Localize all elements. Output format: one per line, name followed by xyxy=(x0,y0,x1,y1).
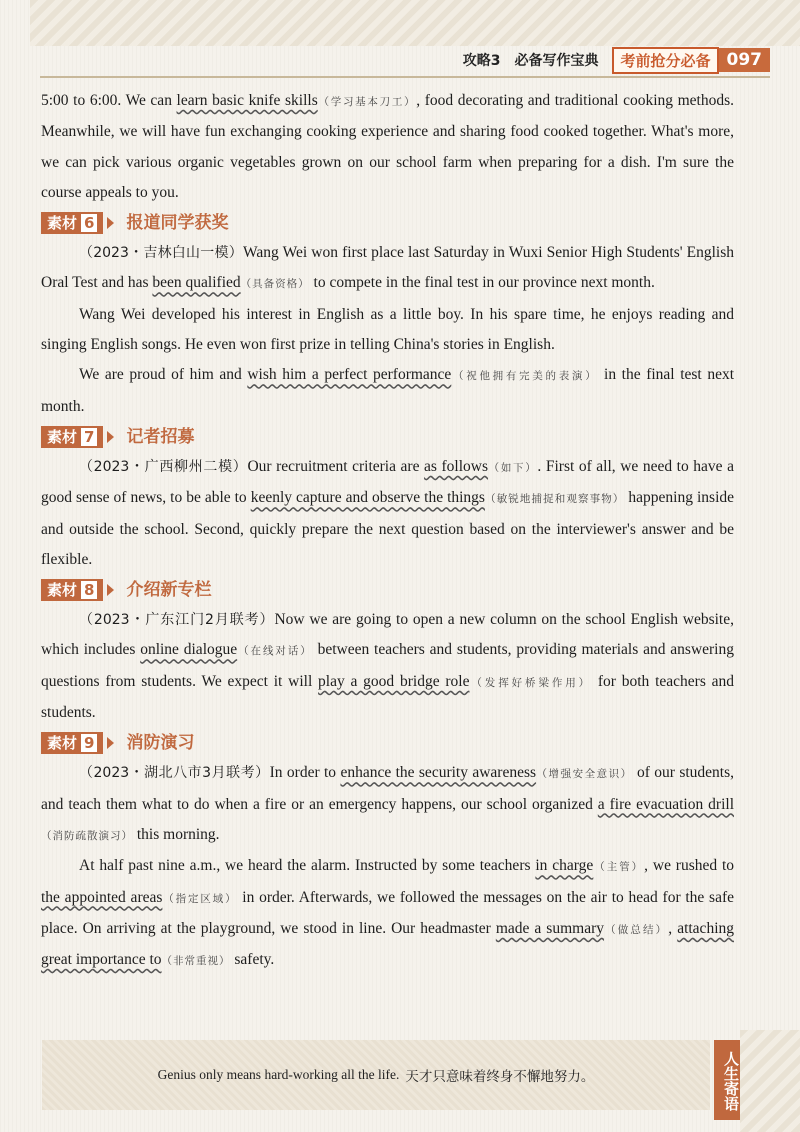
badge-number: 6 xyxy=(81,214,97,232)
text: of our students, and teach them what to do when a fire or an emergency happens, our school organized xyxy=(41,764,735,813)
gloss: （主管） xyxy=(593,861,645,874)
phrase: learn basic knife skills xyxy=(176,92,318,109)
gloss: （发挥好桥梁作用） xyxy=(469,676,593,689)
phrase: in charge xyxy=(535,857,594,875)
quote-box xyxy=(42,1040,710,1110)
section-9-paragraph-2 xyxy=(41,851,734,976)
header-divider xyxy=(40,76,770,78)
phrase: play a good bridge role xyxy=(318,672,470,690)
phrase: been qualified xyxy=(152,274,241,292)
section-6-paragraph-1 xyxy=(41,238,734,300)
phrase: online dialogue xyxy=(140,641,238,659)
text: , we rushed to xyxy=(644,857,735,875)
phrase: a fire evacuation drill xyxy=(597,795,734,813)
section-header-6 xyxy=(41,208,734,238)
book-title: 必备写作宝典 xyxy=(514,53,599,69)
text: in order. Afterwards, we followed the messages on the air to head for the safe place. On arriving at the playground, we stood in line. Our headmaster xyxy=(41,888,734,937)
phrase: the appointed areas xyxy=(41,888,163,906)
section-badge xyxy=(41,212,103,234)
badge-number: 8 xyxy=(81,581,97,599)
text: happening inside and outside the school. Second, quickly prepare the next question based on the interviewer's answer and be flexible. xyxy=(41,489,735,568)
phrase: keenly capture and observe the things xyxy=(250,489,485,507)
text: Our recruitment criteria are xyxy=(247,457,425,475)
intro-paragraph xyxy=(41,86,734,208)
header-tag: 考前抢分必备 xyxy=(612,47,718,74)
chapter-label: 攻略3 xyxy=(462,53,501,69)
text: safety. xyxy=(230,951,275,969)
gloss: （增强安全意识） xyxy=(536,768,633,781)
text: this morning. xyxy=(133,825,220,843)
section-6-paragraph-3 xyxy=(41,360,734,422)
main-content xyxy=(41,86,734,976)
side-decorative-band xyxy=(740,1030,800,1132)
section-7-paragraph xyxy=(41,452,734,575)
gloss: （具备资格） xyxy=(240,278,310,291)
gloss: （指定区域） xyxy=(162,892,238,905)
gloss: （在线对话） xyxy=(237,645,313,658)
text: At half past nine a.m., we heard the alarm. Instructed by some teachers xyxy=(79,857,536,875)
section-badge xyxy=(41,732,103,754)
gloss: （敏锐地捕捉和观察事物） xyxy=(484,493,625,506)
text: We are proud of him and xyxy=(79,366,248,384)
section-title: 消防演习 xyxy=(126,733,195,754)
gloss: （非常重视） xyxy=(161,955,231,968)
gloss: （如下） xyxy=(488,461,538,474)
text: in the final test next month. xyxy=(41,366,735,415)
text: In order to xyxy=(269,764,341,782)
gloss: （做总结） xyxy=(603,923,669,936)
page-header xyxy=(463,46,770,74)
side-tab-label: 人生寄语 xyxy=(714,1040,740,1120)
section-9-paragraph-1 xyxy=(41,758,734,851)
source-label: （2023・吉林白山一模） xyxy=(79,245,243,262)
text: Now we are going to open a new column on the school English website, which includes xyxy=(41,611,734,659)
source-label: （2023・广西柳州二模） xyxy=(79,458,248,475)
text: for both teachers and students. xyxy=(41,672,735,722)
gloss: （祝他拥有完美的表演） xyxy=(451,370,599,383)
text: to compete in the final test in our province next month. xyxy=(309,274,655,292)
badge-label: 素材 xyxy=(47,581,78,600)
phrase: made a summary xyxy=(495,919,604,937)
section-header-8 xyxy=(41,575,734,605)
badge-label: 素材 xyxy=(47,214,78,233)
quote-chinese: 天才只意味着终身不懈地努力。 xyxy=(405,1069,595,1085)
page-number: 097 xyxy=(719,48,771,72)
text: , xyxy=(668,919,678,937)
phrase: enhance the security awareness xyxy=(340,764,537,782)
section-8-paragraph xyxy=(41,605,734,728)
section-title: 介绍新专栏 xyxy=(126,580,212,601)
triangle-right-icon xyxy=(107,431,114,443)
phrase: wish him a perfect performance xyxy=(247,366,452,384)
section-header-9 xyxy=(41,728,734,758)
text: 5:00 to 6:00. We can xyxy=(41,92,177,109)
text: . First of all, we need to have a good sense of news, to be able to xyxy=(41,457,734,507)
section-badge xyxy=(41,579,103,601)
triangle-right-icon xyxy=(107,584,114,596)
badge-number: 9 xyxy=(81,734,97,752)
top-decorative-band xyxy=(30,0,800,46)
text: , food decorating and traditional cooking methods. Meanwhile, we will have fun exchanging cooking experience and sharing food cooked together. What's more, we can pick various organic vegetables grown on our school farm when preparing for a dish. I'm sure the course appeals to you. xyxy=(41,92,735,201)
triangle-right-icon xyxy=(107,217,114,229)
gloss: （消防疏散演习） xyxy=(41,829,133,842)
gloss: （学习基本刀工） xyxy=(317,96,417,108)
badge-label: 素材 xyxy=(47,734,78,753)
phrase: as follows xyxy=(424,457,488,475)
badge-number: 7 xyxy=(81,428,97,446)
section-title: 报道同学获奖 xyxy=(126,213,229,234)
badge-label: 素材 xyxy=(47,427,78,446)
text: between teachers and students, providing materials and answering questions from students. We expect it will xyxy=(41,641,734,690)
section-header-7 xyxy=(41,422,734,452)
section-6-paragraph-2: Wang Wei developed his interest in English as a little boy. In his spare time, he enjoys reading and singing English songs. He even won first prize in telling China's stories in English. xyxy=(41,305,734,354)
source-label: （2023・广东江门2月联考） xyxy=(79,612,275,629)
text: Wang Wei won first place last Saturday in Wuxi Senior High Students' English Oral Test and has xyxy=(41,244,734,292)
section-badge xyxy=(41,426,103,448)
triangle-right-icon xyxy=(107,737,114,749)
phrase: attaching great importance to xyxy=(41,919,734,969)
quote-english: Genius only means hard-working all the life. xyxy=(157,1067,400,1082)
section-title: 记者招募 xyxy=(126,426,195,447)
source-label: （2023・湖北八市3月联考） xyxy=(79,765,270,782)
